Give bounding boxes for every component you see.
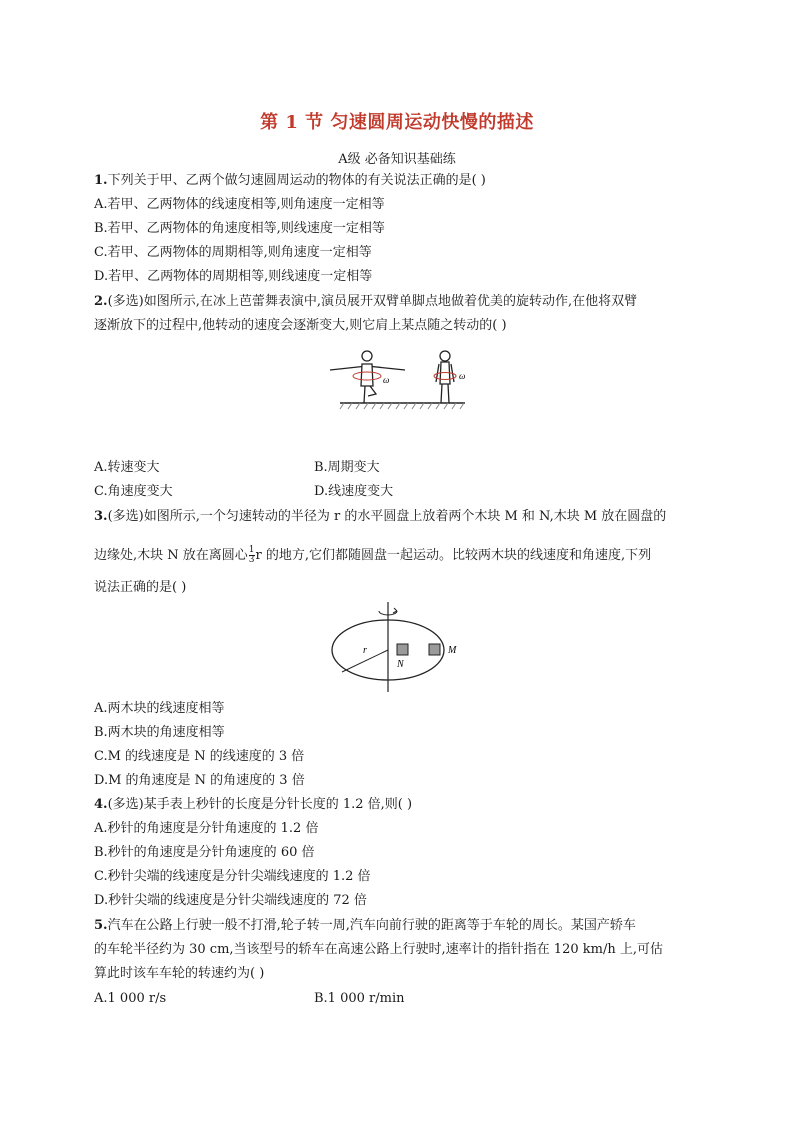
question-3-option-b: B.两木块的角速度相等 <box>94 725 225 740</box>
page-title: 第 1 节 匀速圆周运动快慢的描述 <box>260 112 534 133</box>
omega-label-1: ω <box>383 375 390 385</box>
question-3-stem-line-3: 说法正确的是( ) <box>94 580 187 595</box>
question-1-number: 1. <box>94 173 108 188</box>
question-1-option-b: B.若甲、乙两物体的角速度相等,则线速度一定相等 <box>94 221 385 236</box>
question-4-option-a: A.秒针的角速度是分针角速度的 1.2 倍 <box>94 821 319 836</box>
question-4-option-c: C.秒针尖端的线速度是分针尖端线速度的 1.2 倍 <box>94 869 371 884</box>
question-5-stem-line-1 <box>94 918 636 934</box>
question-2-option-a: A.转速变大 <box>94 460 160 475</box>
question-3-text-1: (多选)如图所示,一个匀速转动的半径为 r 的水平圆盘上放着两个木块 M 和 N,木块 M 放在圆盘的 <box>107 509 667 524</box>
question-4-option-b: B.秒针的角速度是分针角速度的 60 倍 <box>94 845 315 860</box>
question-1-option-d: D.若甲、乙两物体的周期相等,则线速度一定相等 <box>94 269 373 284</box>
question-5-stem-line-2: 的车轮半径约为 30 cm,当该型号的轿车在高速公路上行驶时,速率计的指针指在 120 km/h 上,可估 <box>94 942 663 957</box>
question-3-stem-line-1 <box>94 509 666 525</box>
question-1-option-c: C.若甲、乙两物体的周期相等,则角速度一定相等 <box>94 245 372 260</box>
question-2-option-d: D.线速度变大 <box>314 484 394 499</box>
question-1-option-a: A.若甲、乙两物体的线速度相等,则角速度一定相等 <box>94 197 385 212</box>
question-5-option-a: A.1 000 r/s <box>94 991 167 1006</box>
question-3-text-2a: 边缘处,木块 N 放在离圆心 <box>94 548 248 563</box>
question-3-option-a: A.两木块的线速度相等 <box>94 701 225 716</box>
question-3-number: 3. <box>94 509 108 524</box>
question-2-stem-line-2: 逐渐放下的过程中,他转动的速度会逐渐变大,则它肩上某点随之转动的( ) <box>94 318 507 333</box>
question-4-stem <box>94 797 412 813</box>
fraction-numerator: 1 <box>248 545 255 555</box>
question-1-text: 下列关于甲、乙两个做匀速圆周运动的物体的有关说法正确的是( ) <box>107 173 486 188</box>
question-3-text-2b: r 的地方,它们都随圆盘一起运动。比较两木块的线速度和角速度,下列 <box>255 548 652 563</box>
question-2-options-row-2 <box>94 484 394 500</box>
question-1-stem <box>94 173 486 189</box>
omega-label-2: ω <box>459 371 466 381</box>
question-5-options-row <box>94 991 405 1007</box>
question-2-number: 2. <box>94 294 108 309</box>
ice-hatching <box>340 403 464 409</box>
radius-label: r <box>363 645 367 656</box>
question-3-stem-line-2 <box>94 546 651 565</box>
question-2-option-c: C.角速度变大 <box>94 484 173 499</box>
question-4-text: (多选)某手表上秒针的长度是分针长度的 1.2 倍,则( ) <box>107 797 413 812</box>
skater-figure <box>320 348 480 430</box>
question-3-option-d: D.M 的角速度是 N 的角速度的 3 倍 <box>94 773 305 788</box>
question-2-options-row-1 <box>94 460 380 476</box>
fraction-one-third <box>249 546 255 565</box>
question-2-text-1: (多选)如图所示,在冰上芭蕾舞表演中,演员展开双臂单脚点地做着优美的旋转动作,在他将双臂 <box>107 294 638 309</box>
section-heading: A级 必备知识基础练 <box>338 152 456 167</box>
question-5-option-b: B.1 000 r/min <box>314 991 405 1006</box>
question-4-option-d: D.秒针尖端的线速度是分针尖端线速度的 72 倍 <box>94 893 367 908</box>
question-4-number: 4. <box>94 797 108 812</box>
question-3-option-c: C.M 的线速度是 N 的线速度的 3 倍 <box>94 749 305 764</box>
block-n <box>397 644 408 655</box>
skater-arms-open <box>330 351 405 403</box>
question-2-option-b: B.周期变大 <box>314 460 380 475</box>
question-5-text-1: 汽车在公路上行驶一般不打滑,轮子转一周,汽车向前行驶的距离等于车轮的周长。某国产轿车 <box>107 918 636 933</box>
disk-figure <box>328 600 468 692</box>
skater-arms-closed <box>434 351 456 403</box>
question-5-number: 5. <box>94 918 108 933</box>
question-5-stem-line-3: 算此时该车车轮的转速约为( ) <box>94 966 265 981</box>
fraction-denominator: 3 <box>248 555 255 565</box>
block-n-label: N <box>397 659 404 670</box>
block-m <box>429 644 440 655</box>
question-2-stem-line-1 <box>94 294 637 310</box>
block-m-label: M <box>448 645 457 656</box>
